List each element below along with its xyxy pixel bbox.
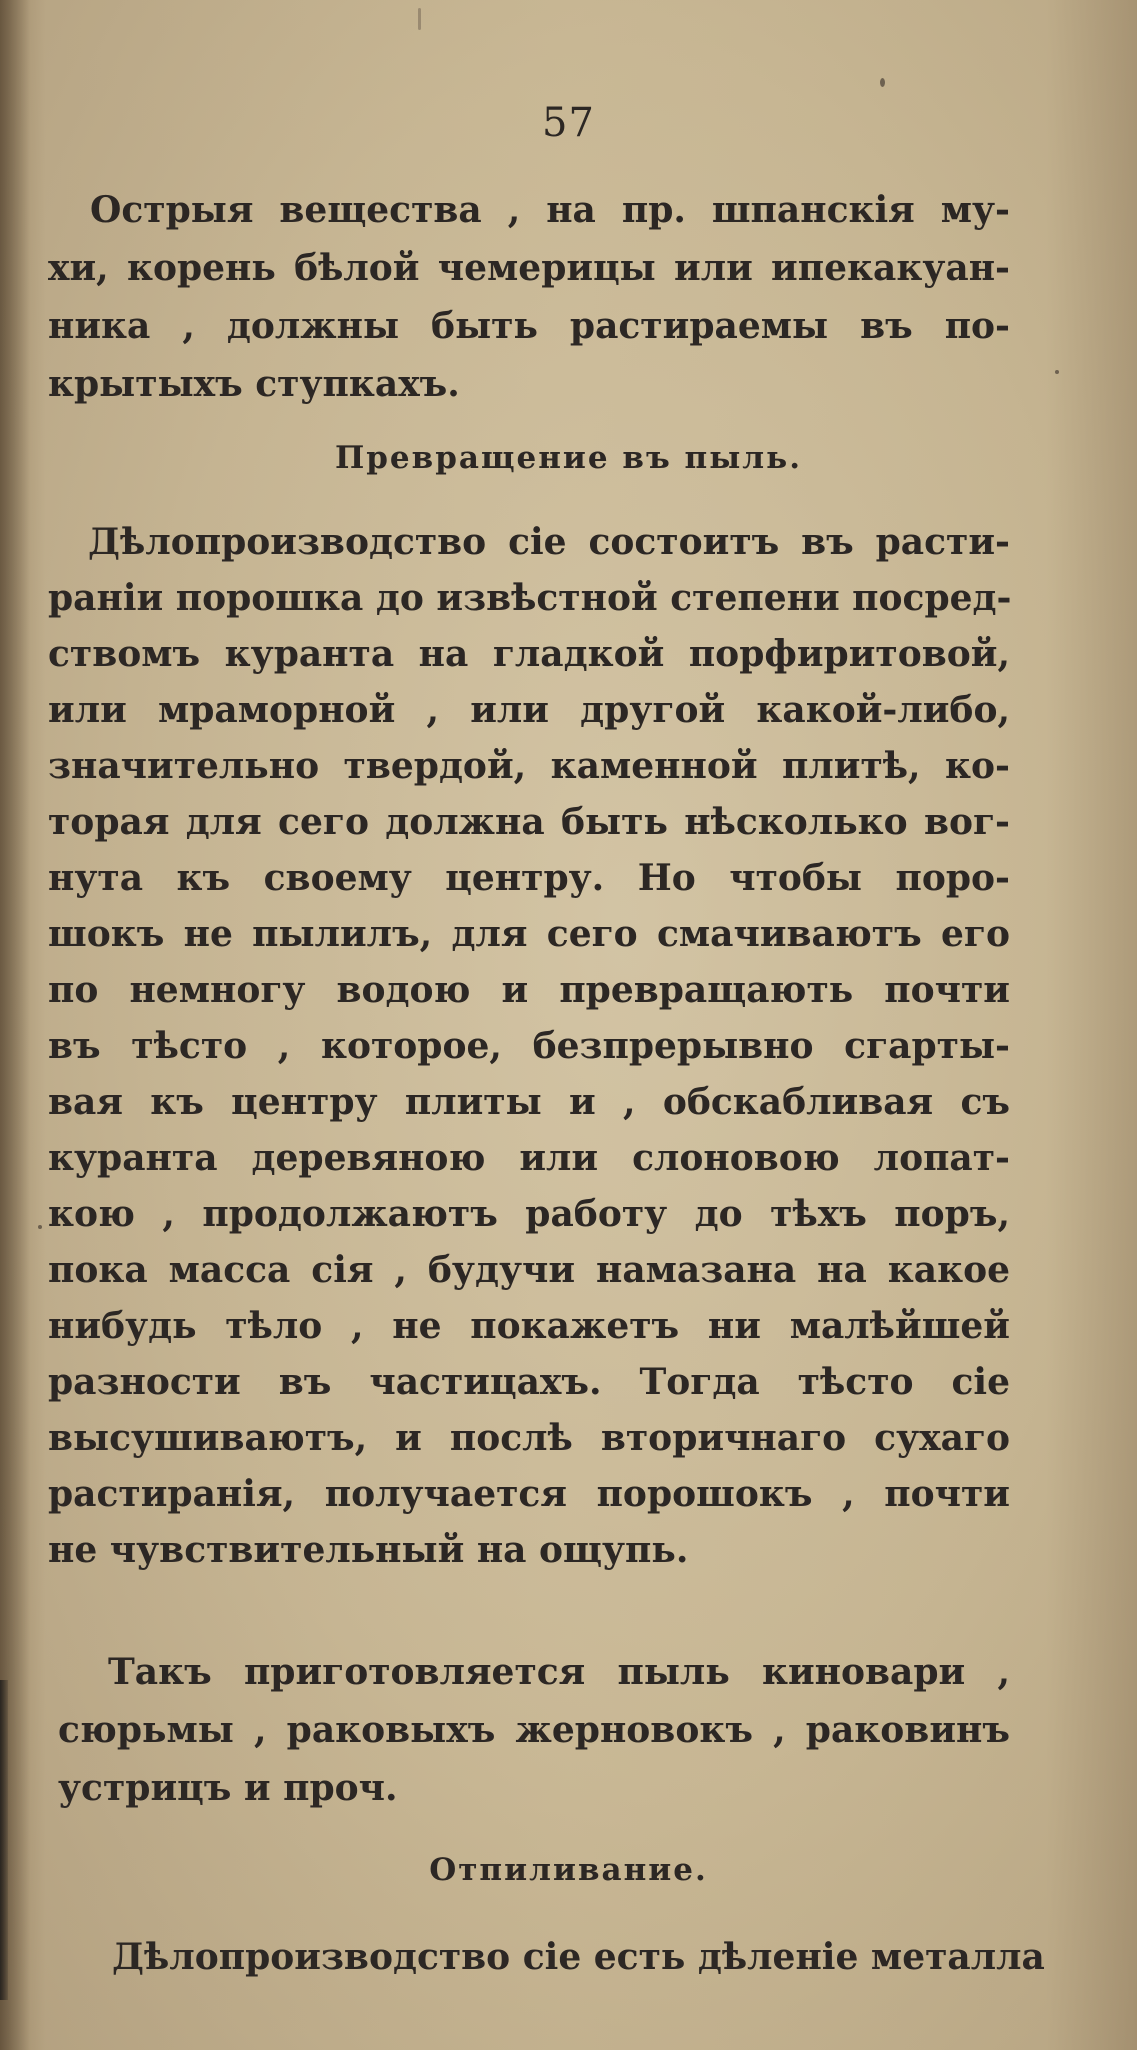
text-line: сюрьмы , раковыхъ жерновокъ , раковинъ: [58, 1709, 1010, 1751]
section-heading: Превращение въ пыль.: [334, 440, 802, 476]
text-line: высушиваютъ, и послѣ вторичнаго сухаго: [48, 1417, 1010, 1459]
section-heading: Отпиливание.: [429, 1852, 708, 1888]
text-line: значительно твердой, каменной плитѣ, ко-: [48, 745, 1010, 787]
text-line: раніи порошка до извѣстной степени посред-: [48, 577, 1012, 619]
text-line: или мраморной , или другой какой-либо,: [48, 689, 1010, 731]
text-line: нибудь тѣло , не покажетъ ни малѣйшей: [48, 1305, 1010, 1347]
text-line: ствомъ куранта на гладкой порфиритовой,: [48, 633, 1010, 675]
text-line: хи, корень бѣлой чемерицы или ипекакуан-: [48, 247, 1010, 289]
text-line: Такъ приготовляется пыль киновари ,: [108, 1651, 1010, 1693]
paper-speck: [418, 8, 421, 30]
text-line: ника , должны быть растираемы въ по-: [48, 305, 1010, 347]
text-line: по немногу водою и превращають почти: [48, 969, 1010, 1011]
paper-speck: [1055, 370, 1059, 374]
text-line: шокъ не пылилъ, для сего смачиваютъ его: [48, 913, 1010, 955]
text-line: устрицъ и проч.: [58, 1767, 398, 1809]
paper-speck: [38, 1225, 42, 1229]
page-number: 57: [542, 100, 595, 146]
text-line: не чувствительный на ощупь.: [48, 1529, 689, 1571]
text-line: Дѣлопроизводство сіе есть дѣленіе металла: [112, 1936, 1045, 1978]
text-line: растиранія, получается порошокъ , почти: [48, 1473, 1010, 1515]
text-line: нута къ своему центру. Но чтобы поро-: [48, 857, 1010, 899]
text-line: разности въ частицахъ. Тогда тѣсто сіе: [48, 1361, 1010, 1403]
text-line: вая къ центру плиты и , обскабливая съ: [48, 1081, 1010, 1123]
text-line: въ тѣсто , которое, безпрерывно сгарты-: [48, 1025, 1010, 1067]
text-line: крытыхъ ступкахъ.: [48, 363, 460, 405]
text-line: кою , продолжаютъ работу до тѣхъ поръ,: [48, 1193, 1010, 1235]
text-line: торая для сего должна быть нѣсколько вог-: [48, 801, 1010, 843]
text-line: пока масса сія , будучи намазана на какое: [48, 1249, 1010, 1291]
text-line: Острыя вещества , на пр. шпанскія му-: [90, 189, 1010, 231]
text-line: куранта деревяною или слоновою лопат-: [48, 1137, 1010, 1179]
page-edge-mark: [0, 1680, 8, 2000]
paper-speck: [880, 78, 885, 87]
text-line: Дѣлопроизводство сіе состоитъ въ расти-: [88, 521, 1010, 563]
